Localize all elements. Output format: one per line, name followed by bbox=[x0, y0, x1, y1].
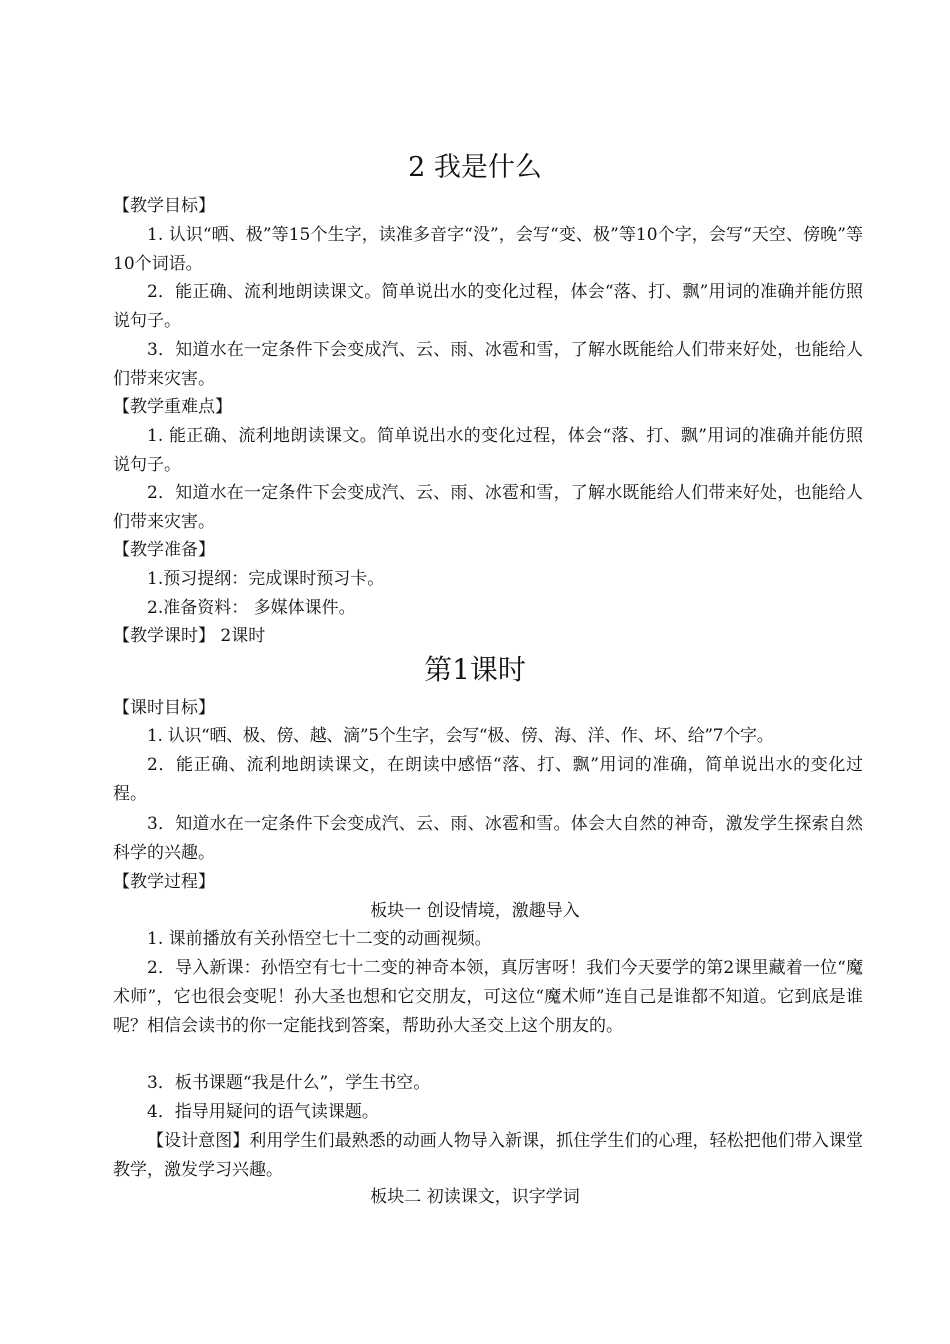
key-points-heading: 【教学重难点】 bbox=[113, 397, 232, 417]
objective-item-2: 2．能正确、流利地朗读课文。简单说出水的变化过程，体会“落、打、飘”用词的准确并能仿照说句子。 bbox=[113, 282, 863, 331]
key-point-item-1: 1. 能正确、流利地朗读课文。简单说出水的变化过程，体会“落、打、飘”用词的准确并能仿照说句子。 bbox=[113, 426, 863, 475]
key-point-item-2: 2．知道水在一定条件下会变成汽、云、雨、冰雹和雪，了解水既能给人们带来好处，也能给人们带来灾害。 bbox=[113, 483, 863, 532]
preparation-heading: 【教学准备】 bbox=[113, 540, 215, 560]
block1-item-2: 2．导入新课：孙悟空有七十二变的神奇本领，真厉害呀！我们今天要学的第2课里藏着一位“魔术师”，它也很会变呢！孙大圣也想和它交朋友，可这位“魔术师”连自己是谁都不知道。它到底是谁呢？相信会读书的你一定能找到答案，帮助孙大圣交上这个朋友的。 bbox=[113, 958, 863, 1036]
lesson1-goal-3: 3．知道水在一定条件下会变成汽、云、雨、冰雹和雪。体会大自然的神奇，激发学生探索自然科学的兴趣。 bbox=[113, 814, 863, 863]
lesson1-title: 第1课时 bbox=[424, 653, 526, 686]
design-intent: 【设计意图】利用学生们最熟悉的动画人物导入新课，抓住学生们的心理，轻松把他们带入课堂教学，激发学习兴趣。 bbox=[113, 1131, 863, 1180]
lesson1-goal-1: 1. 认识“晒、极、傍、越、滴”5个生字，会写“极、傍、海、洋、作、坏、给”7个字。 bbox=[147, 726, 774, 746]
block1-item-3: 3．板书课题“我是什么”，学生书空。 bbox=[147, 1073, 431, 1093]
block1-item-1: 1. 课前播放有关孙悟空七十二变的动画视频。 bbox=[147, 929, 492, 949]
lesson1-goal-2: 2．能正确、流利地朗读课文，在朗读中感悟“落、打、飘”用词的准确，简单说出水的变化过程。 bbox=[113, 755, 863, 804]
objective-item-1: 1. 认识“晒、极”等15个生字，读准多音字“没”，会写“变、极”等10个字，会写“天空、傍晚”等10个词语。 bbox=[113, 225, 863, 274]
process-heading: 【教学过程】 bbox=[113, 872, 215, 892]
block1-item-4: 4．指导用疑问的语气读课题。 bbox=[147, 1102, 379, 1122]
block2-title: 板块二 初读课文，识字学词 bbox=[370, 1187, 580, 1207]
objectives-heading: 【教学目标】 bbox=[113, 196, 215, 216]
lesson1-goals-heading: 【课时目标】 bbox=[113, 698, 215, 718]
objective-item-3: 3．知道水在一定条件下会变成汽、云、雨、冰雹和雪，了解水既能给人们带来好处，也能给人们带来灾害。 bbox=[113, 340, 863, 389]
lesson-title: 2 我是什么 bbox=[408, 152, 542, 183]
preparation-item-2: 2.准备资料： 多媒体课件。 bbox=[147, 598, 356, 618]
class-hours: 【教学课时】 2课时 bbox=[113, 626, 266, 646]
block1-title: 板块一 创设情境，激趣导入 bbox=[370, 901, 580, 921]
preparation-item-1: 1.预习提纲：完成课时预习卡。 bbox=[147, 569, 385, 589]
